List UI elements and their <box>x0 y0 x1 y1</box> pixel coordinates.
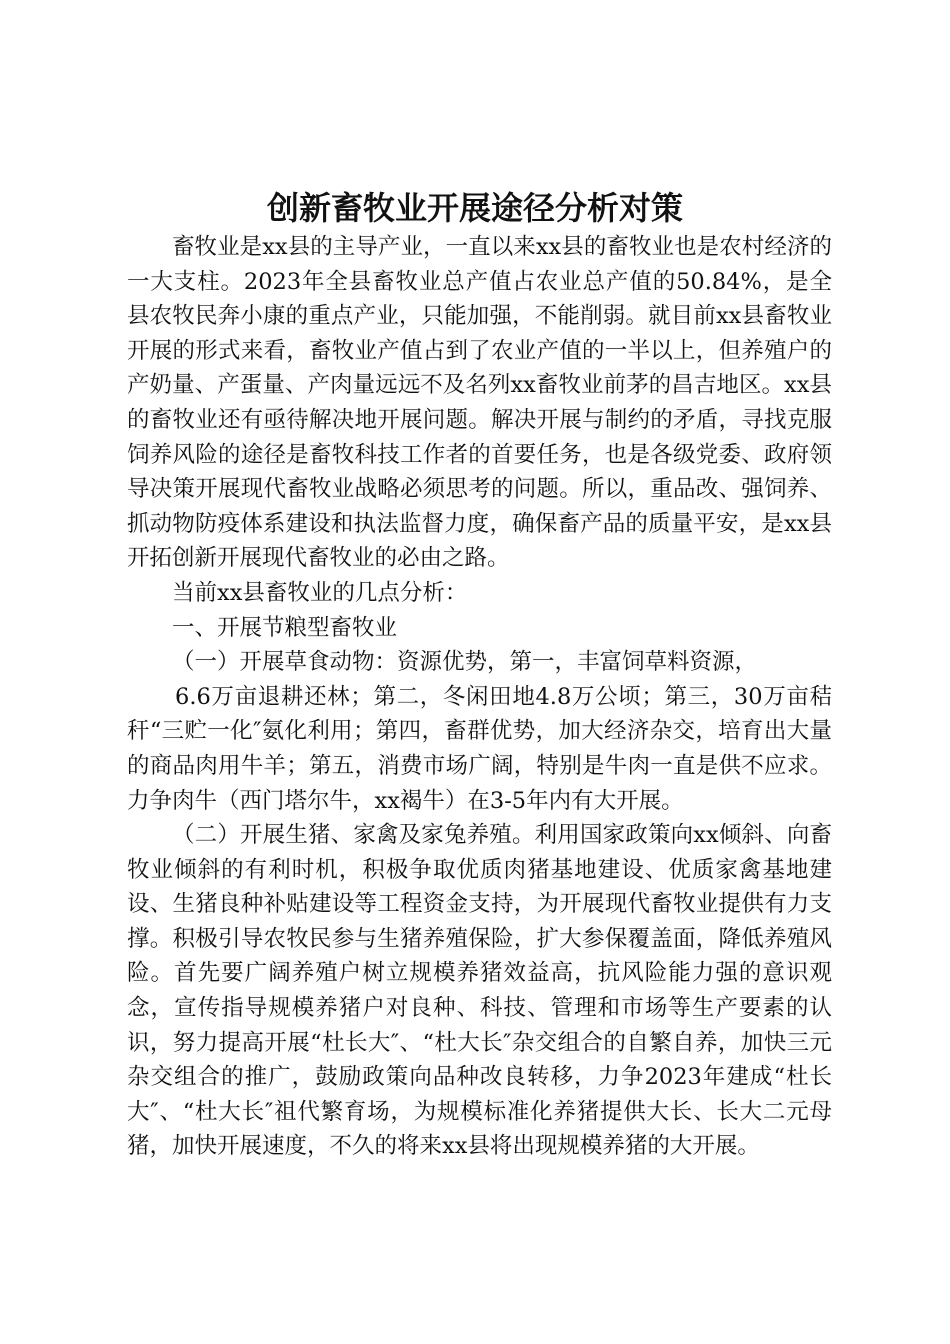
document-body <box>127 230 832 1164</box>
paragraph-analysis-lead: 当前xx县畜牧业的几点分析： <box>172 579 468 606</box>
paragraph-herbivore-details: 6.6万亩退耕还林；第二，冬闲田地4.8万公顷；第三，30万亩秸秆“三贮一化″氨化利用；第四，畜群优势，加大经济杂交，培育出大量的商品肉用牛羊；第五，消费市场广阔，特别是牛肉一直是供不应求。力争肉牛（西门塔尔牛，xx褐牛）在3-5年内有大开展。 <box>127 683 832 814</box>
paragraph-pig-poultry: （二）开展生猪、家禽及家兔养殖。利用国家政策向xx倾斜、向畜牧业倾斜的有利时机，积极争取优质肉猪基地建设、优质家禽基地建设、生猪良种补贴建设等工程资金支持，为开展现代畜牧业提供有力支撑。积极引导农牧民参与生猪养殖保险，扩大参保覆盖面，降低养殖风险。首先要广阔养殖户树立规模养猪效益高，抗风险能力强的意识观念，宣传指导规模养猪户对良种、科技、管理和市场等生产要素的认识，努力提高开展“杜长大″、“杜大长″杂交组合的自繁自养，加快三元杂交组合的推广，鼓励政策向品种改良转移，力争2023年建成“杜长大″、“杜大长″祖代繁育场，为规模标准化养猪提供大长、长大二元母猪，加快开展速度，不久的将来xx县将出现规模养猪的大开展。 <box>127 822 832 1160</box>
document-title: 创新畜牧业开展途径分析对策 <box>266 189 683 227</box>
subsection-heading-1: （一）开展草食动物：资源优势，第一，丰富饲草料资源， <box>172 649 758 676</box>
section-heading-1: 一、开展节粮型畜牧业 <box>172 614 398 641</box>
paragraph-intro: 畜牧业是xx县的主导产业，一直以来xx县的畜牧业也是农村经济的一大支柱。2023年全县畜牧业总产值占农业总产值的50.84%，是全县农牧民奔小康的重点产业，只能加强，不能削弱。就目前xx县畜牧业开展的形式来看，畜牧业产值占到了农业产值的一半以上，但养殖户的产奶量、产蛋量、产肉量远远不及名列xx畜牧业前茅的昌吉地区。xx县的畜牧业还有亟待解决地开展问题。解决开展与制约的矛盾，寻找克服饲养风险的途径是畜牧科技工作者的首要任务，也是各级党委、政府领导决策开展现代畜牧业战略必须思考的问题。所以，重品改、强饲养、抓动物防疫体系建设和执法监督力度，确保畜产品的质量平安，是xx县开拓创新开展现代畜牧业的必由之路。 <box>127 234 832 572</box>
